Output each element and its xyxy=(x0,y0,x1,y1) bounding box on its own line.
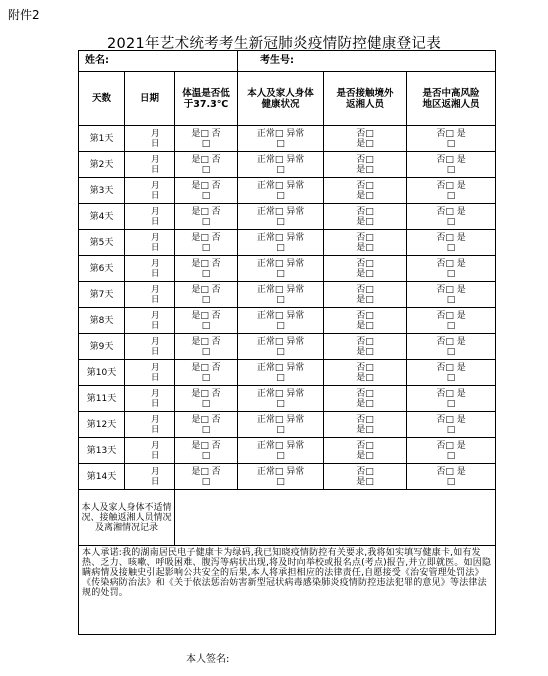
header-contact-abroad: 是否接触境外返湘人员 xyxy=(324,72,407,126)
risk-area-checkbox[interactable] xyxy=(407,230,496,256)
abroad-contact-checkbox-line1: 否□ xyxy=(356,310,374,321)
risk-area-checkbox-line2: □ xyxy=(446,424,456,435)
abroad-contact-checkbox-line1: 否□ xyxy=(356,414,374,425)
temperature-checkbox[interactable] xyxy=(175,386,238,412)
health-checkbox-line1: 正常□ 异常 xyxy=(256,362,305,373)
risk-area-checkbox-line2: □ xyxy=(446,346,456,357)
risk-area-checkbox-line1: 否□ 是 xyxy=(436,154,466,165)
table-row xyxy=(79,126,496,152)
day-label: 第8天 xyxy=(79,308,125,334)
date-cell[interactable] xyxy=(125,412,175,438)
name-field[interactable] xyxy=(79,51,238,72)
temperature-checkbox[interactable] xyxy=(175,334,238,360)
abroad-contact-checkbox-line2: 是□ xyxy=(356,138,374,149)
abroad-contact-checkbox-line2: 是□ xyxy=(356,216,374,227)
table-row xyxy=(79,204,496,230)
table-row xyxy=(79,230,496,256)
day-of-month-label: 日 xyxy=(151,425,160,435)
day-label: 第10天 xyxy=(79,360,125,386)
risk-area-checkbox-line1: 否□ 是 xyxy=(436,466,466,477)
risk-area-checkbox[interactable] xyxy=(407,126,496,152)
health-checkbox-line1: 正常□ 异常 xyxy=(256,336,305,347)
temperature-checkbox-line1: 是□ 否 xyxy=(191,154,221,165)
day-of-month-label: 日 xyxy=(151,191,160,201)
abroad-contact-checkbox-line2: 是□ xyxy=(356,450,374,461)
day-label: 第1天 xyxy=(79,126,125,152)
table-row xyxy=(79,386,496,412)
month-label: 月 xyxy=(151,129,160,139)
health-checkbox-line2: □ xyxy=(276,138,285,149)
day-label: 第7天 xyxy=(79,282,125,308)
abroad-contact-checkbox-line1: 否□ xyxy=(356,388,374,399)
health-checkbox-line1: 正常□ 异常 xyxy=(256,180,305,191)
abroad-contact-checkbox[interactable] xyxy=(324,152,407,178)
header-day: 天数 xyxy=(79,72,125,126)
temperature-checkbox-line1: 是□ 否 xyxy=(191,206,221,217)
health-checkbox-line2: □ xyxy=(276,424,285,435)
risk-area-checkbox-line1: 否□ 是 xyxy=(436,336,466,347)
health-checkbox-line2: □ xyxy=(276,346,285,357)
date-cell[interactable] xyxy=(125,386,175,412)
risk-area-checkbox-line1: 否□ 是 xyxy=(436,310,466,321)
health-checkbox[interactable] xyxy=(238,230,324,256)
date-cell[interactable] xyxy=(125,334,175,360)
risk-area-checkbox[interactable] xyxy=(407,204,496,230)
month-label: 月 xyxy=(151,259,160,269)
day-of-month-label: 日 xyxy=(151,321,160,331)
abroad-contact-checkbox[interactable] xyxy=(324,438,407,464)
abroad-contact-checkbox-line2: 是□ xyxy=(356,476,374,487)
abroad-contact-checkbox[interactable] xyxy=(324,308,407,334)
risk-area-checkbox-line2: □ xyxy=(446,372,456,383)
abroad-contact-checkbox-line2: 是□ xyxy=(356,398,374,409)
table-row xyxy=(79,308,496,334)
health-checkbox-line2: □ xyxy=(276,476,285,487)
form-title: 2021年艺术统考考生新冠肺炎疫情防控健康登记表 xyxy=(106,36,442,52)
health-checkbox-line2: □ xyxy=(276,190,285,201)
day-of-month-label: 日 xyxy=(151,139,160,149)
risk-area-checkbox-line1: 否□ 是 xyxy=(436,258,466,269)
date-cell[interactable] xyxy=(125,126,175,152)
health-checkbox[interactable] xyxy=(238,386,324,412)
day-of-month-label: 日 xyxy=(151,477,160,487)
risk-area-checkbox-line1: 否□ 是 xyxy=(436,128,466,139)
day-label: 第6天 xyxy=(79,256,125,282)
temperature-checkbox-line2: □ xyxy=(201,320,211,331)
temperature-checkbox[interactable] xyxy=(175,412,238,438)
note-field[interactable] xyxy=(175,490,496,546)
abroad-contact-checkbox-line1: 否□ xyxy=(356,154,374,165)
abroad-contact-checkbox-line2: 是□ xyxy=(356,268,374,279)
month-label: 月 xyxy=(151,311,160,321)
risk-area-checkbox[interactable] xyxy=(407,282,496,308)
month-label: 月 xyxy=(151,415,160,425)
month-label: 月 xyxy=(151,363,160,373)
health-checkbox-line1: 正常□ 异常 xyxy=(256,310,305,321)
risk-area-checkbox-line2: □ xyxy=(446,476,456,487)
day-label: 第3天 xyxy=(79,178,125,204)
abroad-contact-checkbox[interactable] xyxy=(324,412,407,438)
date-cell[interactable] xyxy=(125,360,175,386)
temperature-checkbox-line1: 是□ 否 xyxy=(191,336,221,347)
abroad-contact-checkbox-line2: 是□ xyxy=(356,294,374,305)
abroad-contact-checkbox[interactable] xyxy=(324,386,407,412)
risk-area-checkbox-line1: 否□ 是 xyxy=(436,206,466,217)
date-cell[interactable] xyxy=(125,308,175,334)
risk-area-checkbox-line2: □ xyxy=(446,450,456,461)
date-cell[interactable] xyxy=(125,464,175,490)
temperature-checkbox-line1: 是□ 否 xyxy=(191,362,221,373)
day-label: 第4天 xyxy=(79,204,125,230)
name-label: 姓名: xyxy=(85,55,109,66)
abroad-contact-checkbox-line1: 否□ xyxy=(356,180,374,191)
date-cell[interactable] xyxy=(125,152,175,178)
risk-area-checkbox[interactable] xyxy=(407,256,496,282)
header-temperature: 体温是否低于37.3℃ xyxy=(175,72,238,126)
temperature-checkbox-line1: 是□ 否 xyxy=(191,440,221,451)
date-cell[interactable] xyxy=(125,438,175,464)
temperature-checkbox-line1: 是□ 否 xyxy=(191,128,221,139)
month-label: 月 xyxy=(151,233,160,243)
health-checkbox[interactable] xyxy=(238,152,324,178)
abroad-contact-checkbox-line1: 否□ xyxy=(356,440,374,451)
table-row xyxy=(79,464,496,490)
temperature-checkbox-line2: □ xyxy=(201,216,211,227)
risk-area-checkbox[interactable] xyxy=(407,152,496,178)
risk-area-checkbox-line2: □ xyxy=(446,242,456,253)
risk-area-checkbox-line1: 否□ 是 xyxy=(436,180,466,191)
date-cell[interactable] xyxy=(125,282,175,308)
month-label: 月 xyxy=(151,181,160,191)
abroad-contact-checkbox-line2: 是□ xyxy=(356,190,374,201)
health-checkbox-line2: □ xyxy=(276,294,285,305)
health-checkbox-line2: □ xyxy=(276,398,285,409)
day-of-month-label: 日 xyxy=(151,347,160,357)
risk-area-checkbox-line2: □ xyxy=(446,294,456,305)
temperature-checkbox-line2: □ xyxy=(201,372,211,383)
health-checkbox-line1: 正常□ 异常 xyxy=(256,440,305,451)
health-checkbox[interactable] xyxy=(238,256,324,282)
temperature-checkbox[interactable] xyxy=(175,308,238,334)
risk-area-checkbox-line1: 否□ 是 xyxy=(436,362,466,373)
health-checkbox-line2: □ xyxy=(276,268,285,279)
month-label: 月 xyxy=(151,155,160,165)
note-row xyxy=(79,490,496,546)
table-row xyxy=(79,152,496,178)
health-checkbox[interactable] xyxy=(238,308,324,334)
abroad-contact-checkbox-line1: 否□ xyxy=(356,466,374,477)
health-checkbox-line1: 正常□ 异常 xyxy=(256,414,305,425)
risk-area-checkbox-line2: □ xyxy=(446,138,456,149)
table-row xyxy=(79,412,496,438)
day-label: 第13天 xyxy=(79,438,125,464)
health-checkbox-line1: 正常□ 异常 xyxy=(256,284,305,295)
table-row xyxy=(79,256,496,282)
health-checkbox[interactable] xyxy=(238,282,324,308)
day-label: 第12天 xyxy=(79,412,125,438)
abroad-contact-checkbox-line1: 否□ xyxy=(356,362,374,373)
temperature-checkbox-line2: □ xyxy=(201,138,211,149)
exam-number-label: 考生号: xyxy=(260,55,295,66)
temperature-checkbox[interactable] xyxy=(175,152,238,178)
exam-number-field[interactable] xyxy=(238,51,496,72)
abroad-contact-checkbox-line2: 是□ xyxy=(356,372,374,383)
header-risk-area: 是否中高风险地区返湘人员 xyxy=(407,72,496,126)
abroad-contact-checkbox[interactable] xyxy=(324,256,407,282)
health-checkbox-line1: 正常□ 异常 xyxy=(256,258,305,269)
temperature-checkbox[interactable] xyxy=(175,256,238,282)
abroad-contact-checkbox-line1: 否□ xyxy=(356,128,374,139)
table-row xyxy=(79,334,496,360)
health-checkbox-line1: 正常□ 异常 xyxy=(256,154,305,165)
health-checkbox[interactable] xyxy=(238,178,324,204)
date-cell[interactable] xyxy=(125,178,175,204)
risk-area-checkbox[interactable] xyxy=(407,412,496,438)
risk-area-checkbox[interactable] xyxy=(407,360,496,386)
abroad-contact-checkbox[interactable] xyxy=(324,360,407,386)
health-checkbox[interactable] xyxy=(238,204,324,230)
risk-area-checkbox[interactable] xyxy=(407,334,496,360)
date-cell[interactable] xyxy=(125,204,175,230)
abroad-contact-checkbox-line1: 否□ xyxy=(356,284,374,295)
abroad-contact-checkbox[interactable] xyxy=(324,126,407,152)
health-checkbox-line2: □ xyxy=(276,320,285,331)
day-of-month-label: 日 xyxy=(151,399,160,409)
temperature-checkbox-line2: □ xyxy=(201,190,211,201)
risk-area-checkbox[interactable] xyxy=(407,438,496,464)
temperature-checkbox-line2: □ xyxy=(201,424,211,435)
risk-area-checkbox-line2: □ xyxy=(446,398,456,409)
abroad-contact-checkbox-line1: 否□ xyxy=(356,232,374,243)
temperature-checkbox-line2: □ xyxy=(201,398,211,409)
day-of-month-label: 日 xyxy=(151,451,160,461)
temperature-checkbox[interactable] xyxy=(175,464,238,490)
day-label: 第2天 xyxy=(79,152,125,178)
health-registration-table xyxy=(78,50,496,635)
risk-area-checkbox[interactable] xyxy=(407,464,496,490)
temperature-checkbox-line1: 是□ 否 xyxy=(191,466,221,477)
month-label: 月 xyxy=(151,441,160,451)
abroad-contact-checkbox-line2: 是□ xyxy=(356,242,374,253)
abroad-contact-checkbox[interactable] xyxy=(324,334,407,360)
temperature-checkbox-line1: 是□ 否 xyxy=(191,388,221,399)
day-of-month-label: 日 xyxy=(151,373,160,383)
temperature-checkbox-line2: □ xyxy=(201,450,211,461)
risk-area-checkbox[interactable] xyxy=(407,308,496,334)
temperature-checkbox[interactable] xyxy=(175,282,238,308)
abroad-contact-checkbox[interactable] xyxy=(324,230,407,256)
temperature-checkbox-line1: 是□ 否 xyxy=(191,232,221,243)
abroad-contact-checkbox[interactable] xyxy=(324,178,407,204)
abroad-contact-checkbox[interactable] xyxy=(324,204,407,230)
abroad-contact-checkbox-line1: 否□ xyxy=(356,206,374,217)
health-checkbox-line2: □ xyxy=(276,164,285,175)
health-checkbox-line2: □ xyxy=(276,216,285,227)
risk-area-checkbox-line1: 否□ 是 xyxy=(436,440,466,451)
month-label: 月 xyxy=(151,467,160,477)
health-checkbox-line2: □ xyxy=(276,450,285,461)
risk-area-checkbox-line2: □ xyxy=(446,216,456,227)
month-label: 月 xyxy=(151,207,160,217)
risk-area-checkbox-line1: 否□ 是 xyxy=(436,388,466,399)
temperature-checkbox[interactable] xyxy=(175,438,238,464)
note-label: 本人及家人身体不适情况、接触返湘人员情况及离湘情况记录 xyxy=(79,490,175,546)
health-checkbox[interactable] xyxy=(238,360,324,386)
day-of-month-label: 日 xyxy=(151,269,160,279)
temperature-checkbox-line2: □ xyxy=(201,346,211,357)
health-checkbox[interactable] xyxy=(238,334,324,360)
health-checkbox-line1: 正常□ 异常 xyxy=(256,388,305,399)
temperature-checkbox-line1: 是□ 否 xyxy=(191,414,221,425)
abroad-contact-checkbox[interactable] xyxy=(324,282,407,308)
risk-area-checkbox[interactable] xyxy=(407,178,496,204)
health-checkbox-line1: 正常□ 异常 xyxy=(256,128,305,139)
health-checkbox-line2: □ xyxy=(276,372,285,383)
header-health-status: 本人及家人身体健康状况 xyxy=(238,72,324,126)
temperature-checkbox-line1: 是□ 否 xyxy=(191,310,221,321)
risk-area-checkbox-line1: 否□ 是 xyxy=(436,232,466,243)
promise-text: 本人承诺:我的湖南居民电子健康卡为绿码,我已知晓疫情防控有关要求,我将如实填写健康卡,如有发热、乏力、咳嗽、呼吸困难、腹泻等病状出现,将及时向举校或报名点(考点)报告,并立即就医。如因隐瞒病情及接触史引起影响公共安全的后果,本人将承担相应的法律责任,自愿接受《治安管理处罚法》《传染病防治法》和《关于依法惩治妨害新型冠状病毒感染肺炎疫情防控违法犯罪的意见》等法律法规的处罚。 xyxy=(79,546,496,635)
day-label: 第14天 xyxy=(79,464,125,490)
date-cell[interactable] xyxy=(125,256,175,282)
day-of-month-label: 日 xyxy=(151,243,160,253)
health-checkbox-line2: □ xyxy=(276,242,285,253)
abroad-contact-checkbox-line1: 否□ xyxy=(356,336,374,347)
risk-area-checkbox-line2: □ xyxy=(446,268,456,279)
risk-area-checkbox-line2: □ xyxy=(446,320,456,331)
temperature-checkbox-line2: □ xyxy=(201,476,211,487)
day-label: 第5天 xyxy=(79,230,125,256)
table-row xyxy=(79,438,496,464)
day-of-month-label: 日 xyxy=(151,295,160,305)
header-date: 日期 xyxy=(125,72,175,126)
temperature-checkbox-line2: □ xyxy=(201,164,211,175)
month-label: 月 xyxy=(151,337,160,347)
health-checkbox[interactable] xyxy=(238,464,324,490)
health-checkbox[interactable] xyxy=(238,438,324,464)
abroad-contact-checkbox-line2: 是□ xyxy=(356,164,374,175)
table-row xyxy=(79,178,496,204)
temperature-checkbox[interactable] xyxy=(175,230,238,256)
temperature-checkbox-line1: 是□ 否 xyxy=(191,180,221,191)
temperature-checkbox-line1: 是□ 否 xyxy=(191,258,221,269)
abroad-contact-checkbox-line2: 是□ xyxy=(356,320,374,331)
date-cell[interactable] xyxy=(125,230,175,256)
day-label: 第9天 xyxy=(79,334,125,360)
temperature-checkbox-line2: □ xyxy=(201,268,211,279)
day-of-month-label: 日 xyxy=(151,217,160,227)
risk-area-checkbox-line1: 否□ 是 xyxy=(436,414,466,425)
risk-area-checkbox-line2: □ xyxy=(446,164,456,175)
risk-area-checkbox-line2: □ xyxy=(446,190,456,201)
temperature-checkbox-line2: □ xyxy=(201,242,211,253)
attachment-label: 附件2 xyxy=(8,8,40,22)
temperature-checkbox-line2: □ xyxy=(201,294,211,305)
health-checkbox[interactable] xyxy=(238,412,324,438)
abroad-contact-checkbox-line1: 否□ xyxy=(356,258,374,269)
temperature-checkbox-line1: 是□ 否 xyxy=(191,284,221,295)
month-label: 月 xyxy=(151,285,160,295)
health-checkbox-line1: 正常□ 异常 xyxy=(256,232,305,243)
health-checkbox[interactable] xyxy=(238,126,324,152)
abroad-contact-checkbox-line2: 是□ xyxy=(356,424,374,435)
day-label: 第11天 xyxy=(79,386,125,412)
health-checkbox-line1: 正常□ 异常 xyxy=(256,466,305,477)
health-checkbox-line1: 正常□ 异常 xyxy=(256,206,305,217)
risk-area-checkbox[interactable] xyxy=(407,386,496,412)
abroad-contact-checkbox[interactable] xyxy=(324,464,407,490)
month-label: 月 xyxy=(151,389,160,399)
abroad-contact-checkbox-line2: 是□ xyxy=(356,346,374,357)
table-row xyxy=(79,360,496,386)
temperature-checkbox[interactable] xyxy=(175,178,238,204)
temperature-checkbox[interactable] xyxy=(175,204,238,230)
signature-label: 本人签名: xyxy=(186,654,230,665)
temperature-checkbox[interactable] xyxy=(175,126,238,152)
table-row xyxy=(79,282,496,308)
day-of-month-label: 日 xyxy=(151,165,160,175)
promise-row xyxy=(79,546,496,635)
risk-area-checkbox-line1: 否□ 是 xyxy=(436,284,466,295)
temperature-checkbox[interactable] xyxy=(175,360,238,386)
